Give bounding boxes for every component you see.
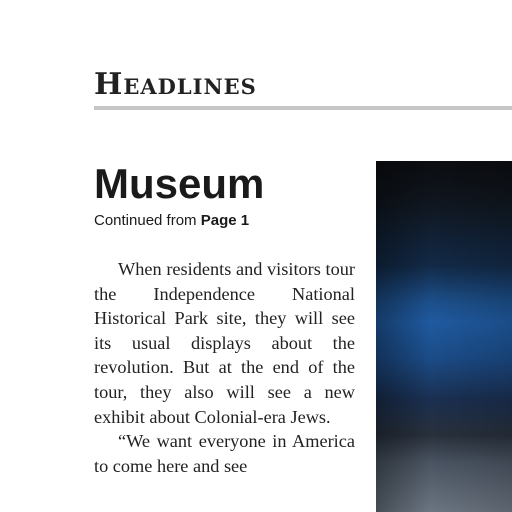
article-paragraph: When residents and visitors tour the Independence National Historical Park site, they will see its usual displays about the revolution. But at the end of the tour, they also will see a new exhibit about Colonial-era Jews. [94,259,355,427]
continued-from-line [94,211,249,231]
article-paragraph: “We want everyone in America to come here and see [94,431,355,476]
continued-prefix: Continued from [94,212,201,229]
section-divider [94,106,512,110]
section-title: Headlines [94,67,257,102]
photo-shading [376,161,512,512]
article-headline: Museum [94,160,265,207]
article-body [94,257,355,478]
article-photo [376,161,512,512]
continued-page-link: Page 1 [200,212,250,229]
